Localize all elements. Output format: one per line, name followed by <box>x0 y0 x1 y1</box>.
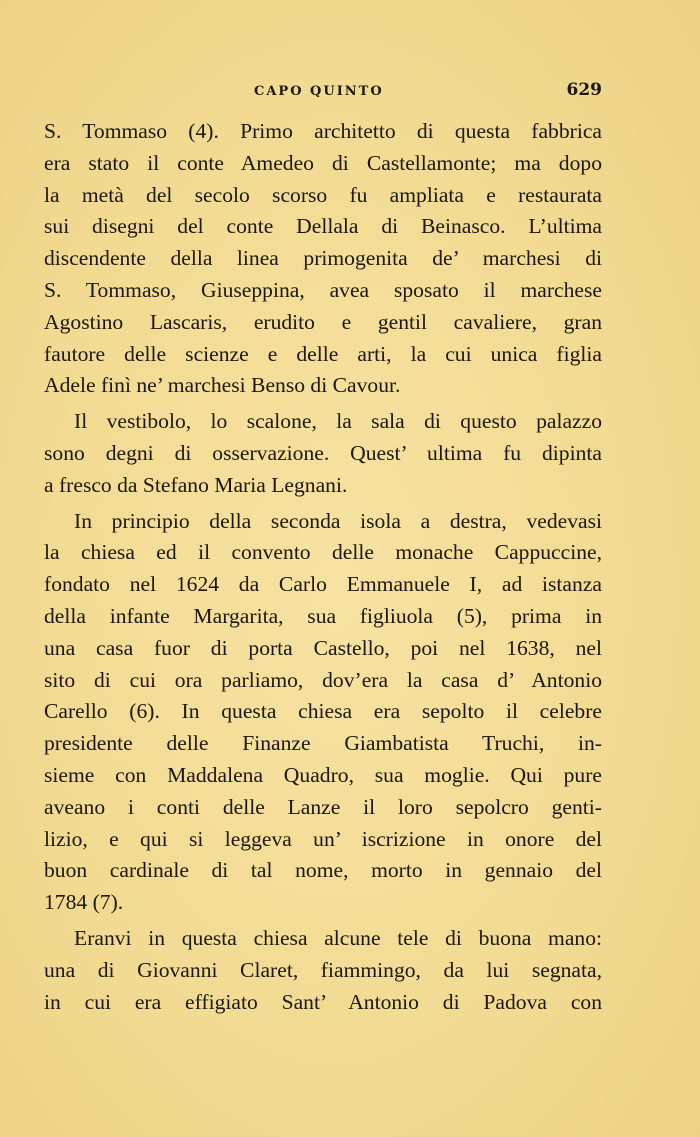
text-line: Agostino Lascaris, erudito e gentil cavaliere, gran <box>44 309 602 334</box>
paragraph <box>44 116 602 402</box>
text-line: sieme con Maddalena Quadro, sua moglie. Qui pure <box>44 762 602 787</box>
text-line: presidente delle Finanze Giambatista Truchi, in- <box>44 731 602 756</box>
text-line: lizio, e qui si leggeva un’ iscrizione in onore del <box>44 826 602 851</box>
text-line: in cui era effigiato Sant’ Antonio di Padova con <box>44 989 602 1014</box>
text-line: In principio della seconda isola a destra, vedevasi <box>74 508 602 533</box>
text-line: sito di cui ora parliamo, dov’era la casa d’ Antonio <box>44 667 602 692</box>
text-line: 1784 (7). <box>44 890 124 915</box>
text-line: la metà del secolo scorso fu ampliata e restaurata <box>44 182 602 207</box>
text-line: discendente della linea primogenita de’ marchesi di <box>44 246 602 271</box>
text-line: aveano i conti delle Lanze il loro sepolcro genti- <box>44 794 602 819</box>
text-line: sui disegni del conte Dellala di Beinasco. L’ultima <box>44 214 602 239</box>
text-line: una di Giovanni Claret, fiammingo, da lui segnata, <box>44 957 602 982</box>
text-line: Il vestibolo, lo scalone, la sala di questo palazzo <box>74 409 602 434</box>
text-line: fondato nel 1624 da Carlo Emmanuele I, ad istanza <box>44 572 602 597</box>
paragraph <box>44 406 602 501</box>
text-line: una casa fuor di porta Castello, poi nel 1638, nel <box>44 635 602 660</box>
text-line: la chiesa ed il convento delle monache Cappuccine, <box>44 540 602 565</box>
running-title: CAPO QUINTO <box>254 84 384 99</box>
text-line: della infante Margarita, sua figliuola (5), prima in <box>44 603 602 628</box>
text-line: a fresco da Stefano Maria Legnani. <box>44 472 348 497</box>
page-header <box>44 80 602 104</box>
text-line: Carello (6). In questa chiesa era sepolto il celebre <box>44 699 602 724</box>
text-line: sono degni di osservazione. Quest’ ultima fu dipinta <box>44 440 602 465</box>
paragraph <box>44 506 602 919</box>
text-line: S. Tommaso (4). Primo architetto di questa fabbrica <box>44 119 602 143</box>
text-line: buon cardinale di tal nome, morto in gennaio del <box>44 858 602 883</box>
paragraph <box>44 923 602 1018</box>
body-text <box>44 116 602 1022</box>
text-line: fautore delle scienze e delle arti, la cui unica figlia <box>44 341 602 366</box>
page-number: 629 <box>566 80 602 100</box>
text-line: S. Tommaso, Giuseppina, avea sposato il marchese <box>44 277 602 302</box>
text-line: era stato il conte Amedeo di Castellamonte; ma dopo <box>44 150 602 175</box>
text-line: Eranvi in questa chiesa alcune tele di buona mano: <box>74 925 602 950</box>
text-line: Adele finì ne’ marchesi Benso di Cavour. <box>44 373 401 398</box>
